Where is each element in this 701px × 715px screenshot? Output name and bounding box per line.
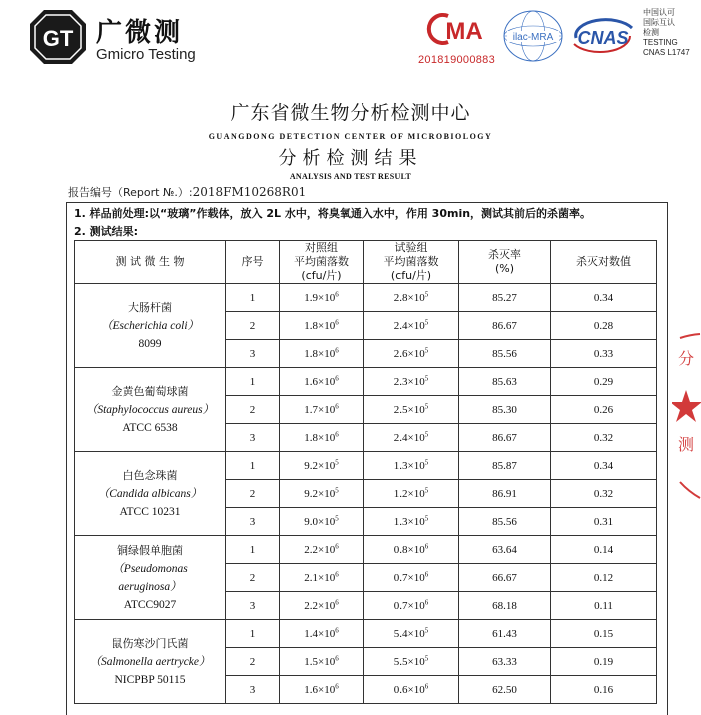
seq-cell: 2 (226, 480, 280, 508)
test-count-base: 0.7×10 (393, 571, 425, 584)
control-count-cell (280, 620, 364, 648)
organism-strain: ATCC 10231 (119, 505, 181, 518)
control-count-cell (280, 676, 364, 704)
seq-cell: 1 (226, 452, 280, 480)
kill-rate-cell: 86.67 (459, 312, 551, 340)
kill-rate-cell: 85.30 (459, 396, 551, 424)
kill-rate-cell: 68.18 (459, 592, 551, 620)
test-count-exp: 5 (424, 429, 429, 438)
test-count-cell (364, 340, 459, 368)
log-reduction-cell: 0.15 (551, 620, 657, 648)
control-count-exp: 6 (335, 373, 339, 382)
test-count-base: 1.3×10 (393, 515, 425, 528)
table-header-row (75, 241, 657, 284)
test-count-base: 5.4×10 (393, 627, 425, 640)
org-title-cn: 广东省微生物分析检测中心 (230, 102, 471, 124)
test-count-cell (364, 620, 459, 648)
test-count-cell (364, 536, 459, 564)
kill-rate-cell: 61.43 (459, 620, 551, 648)
test-count-cell (364, 648, 459, 676)
test-count-exp: 5 (424, 317, 429, 326)
header-kill-line2: (%) (494, 262, 515, 275)
log-reduction-cell: 0.26 (551, 396, 657, 424)
test-count-cell (364, 452, 459, 480)
organism-name-latin-cont: aeruginosa） (118, 580, 182, 593)
cma-logo (420, 12, 494, 46)
results-table (74, 240, 657, 704)
control-count-base: 9.0×10 (304, 515, 336, 528)
logo-letters: GT (42, 26, 74, 51)
log-reduction-cell: 0.16 (551, 676, 657, 704)
log-reduction-cell: 0.34 (551, 284, 657, 312)
organism-name-latin: （Escherichia coli） (100, 319, 200, 332)
log-reduction-cell: 0.28 (551, 312, 657, 340)
control-count-base: 1.6×10 (304, 683, 336, 696)
control-count-exp: 6 (335, 541, 339, 550)
control-count-exp: 6 (335, 429, 339, 438)
control-count-base: 1.7×10 (304, 403, 336, 416)
test-count-base: 0.7×10 (393, 599, 425, 612)
cnas-line: 国际互认 (643, 18, 675, 27)
log-reduction-cell: 0.19 (551, 648, 657, 676)
control-count-exp: 5 (335, 457, 339, 466)
test-count-exp: 5 (424, 457, 429, 466)
control-count-base: 1.5×10 (304, 655, 336, 668)
cnas-mark: CNAS (577, 28, 629, 48)
control-count-cell (280, 480, 364, 508)
test-count-cell (364, 424, 459, 452)
organism-name-cn: 鼠伤寒沙门氏菌 (111, 636, 189, 650)
header-test-line2: 平均菌落数 (383, 255, 439, 268)
control-count-base: 1.8×10 (304, 431, 336, 444)
seq-cell: 1 (226, 536, 280, 564)
control-count-exp: 6 (335, 401, 339, 410)
test-count-base: 2.4×10 (393, 431, 425, 444)
report-number-value: 2018FM10268R01 (192, 185, 307, 199)
test-count-base: 2.3×10 (393, 375, 425, 388)
log-reduction-cell: 0.33 (551, 340, 657, 368)
seal-char: 分 (677, 349, 695, 368)
test-count-cell (364, 480, 459, 508)
note-pretreatment: 1. 样品前处理:以“玻璃”作载体，放入 2L 水中，将臭氧通入水中，作用 30min，测试其前后的杀菌率。 (74, 207, 592, 220)
organism-cell (75, 536, 226, 620)
control-count-base: 2.2×10 (304, 599, 336, 612)
table-row (75, 284, 657, 312)
header-test-line1: 试验组 (394, 241, 428, 254)
seq-cell: 2 (226, 396, 280, 424)
test-count-exp: 6 (424, 541, 429, 550)
log-reduction-cell: 0.32 (551, 424, 657, 452)
control-count-base: 2.1×10 (304, 571, 336, 584)
test-count-base: 2.8×10 (393, 291, 425, 304)
control-count-exp: 6 (335, 569, 339, 578)
kill-rate-cell: 86.91 (459, 480, 551, 508)
organism-name-latin: （Pseudomonas (112, 562, 188, 575)
test-count-base: 0.8×10 (393, 543, 425, 556)
seal-char: 测 (677, 435, 695, 454)
cnas-line: 检测 (643, 28, 659, 37)
seq-cell: 2 (226, 648, 280, 676)
organism-cell (75, 284, 226, 368)
header-kill-line1: 杀灭率 (488, 248, 521, 261)
test-count-cell (364, 368, 459, 396)
control-count-cell (280, 368, 364, 396)
control-count-cell (280, 592, 364, 620)
test-count-cell (364, 592, 459, 620)
log-reduction-cell: 0.29 (551, 368, 657, 396)
test-count-base: 5.5×10 (393, 655, 425, 668)
brand-name-en: Gmicro Testing (96, 46, 196, 63)
organism-strain: NICPBP 50115 (114, 673, 186, 686)
control-count-cell (280, 536, 364, 564)
header-control-line2: 平均菌落数 (294, 255, 349, 268)
test-count-exp: 5 (424, 625, 429, 634)
control-count-exp: 6 (335, 317, 339, 326)
kill-rate-cell: 86.67 (459, 424, 551, 452)
control-count-exp: 6 (335, 345, 339, 354)
report-number (68, 184, 306, 200)
control-count-base: 1.6×10 (304, 375, 336, 388)
control-count-exp: 6 (335, 289, 339, 298)
organism-name-cn: 大肠杆菌 (128, 300, 172, 314)
test-count-cell (364, 284, 459, 312)
test-count-base: 2.5×10 (393, 403, 425, 416)
test-count-cell (364, 312, 459, 340)
control-count-base: 1.8×10 (304, 319, 336, 332)
organism-cell (75, 368, 226, 452)
test-count-exp: 5 (424, 485, 429, 494)
control-count-cell (280, 340, 364, 368)
control-count-exp: 6 (335, 625, 339, 634)
test-count-exp: 6 (424, 597, 429, 606)
table-row (75, 452, 657, 480)
control-count-cell (280, 424, 364, 452)
kill-rate-cell: 63.64 (459, 536, 551, 564)
seq-cell: 3 (226, 508, 280, 536)
test-count-exp: 5 (424, 373, 429, 382)
control-count-cell (280, 508, 364, 536)
control-count-exp: 5 (335, 513, 339, 522)
seq-cell: 3 (226, 676, 280, 704)
control-count-base: 9.2×10 (304, 487, 336, 500)
test-count-exp: 5 (424, 289, 429, 298)
table-row (75, 368, 657, 396)
test-count-base: 2.6×10 (393, 347, 425, 360)
control-count-exp: 6 (335, 653, 339, 662)
seq-cell: 3 (226, 340, 280, 368)
log-reduction-cell: 0.14 (551, 536, 657, 564)
test-count-exp: 5 (424, 401, 429, 410)
brand-name-cn: 广微测 (96, 18, 184, 48)
organism-name-latin: （Salmonella aertrycke） (89, 655, 211, 668)
control-count-cell (280, 648, 364, 676)
official-seal-fragment (672, 332, 701, 502)
test-count-base: 2.4×10 (393, 319, 425, 332)
result-title-cn: 分析检测结果 (278, 148, 423, 169)
cnas-line: CNAS L1747 (643, 48, 690, 57)
kill-rate-cell: 85.87 (459, 452, 551, 480)
kill-rate-cell: 63.33 (459, 648, 551, 676)
seq-cell: 1 (226, 620, 280, 648)
header-organism: 测 试 微 生 物 (75, 241, 226, 284)
cnas-logo (570, 14, 636, 54)
header-control-line3: (cfu/片) (301, 269, 342, 282)
cma-number: 201819000883 (418, 54, 496, 66)
test-count-cell (364, 396, 459, 424)
header-seq: 序号 (226, 241, 280, 284)
org-title-en: GUANGDONG DETECTION CENTER OF MICROBIOLOGY (208, 132, 493, 141)
seq-cell: 1 (226, 368, 280, 396)
organism-name-cn: 金黄色葡萄球菌 (111, 384, 189, 398)
kill-rate-cell: 66.67 (459, 564, 551, 592)
control-count-cell (280, 396, 364, 424)
header-kill-rate (459, 241, 551, 284)
seq-cell: 2 (226, 564, 280, 592)
test-count-exp: 6 (424, 569, 429, 578)
kill-rate-cell: 85.56 (459, 340, 551, 368)
cnas-accreditation-text (643, 8, 690, 58)
report-number-label: 报告编号（Report №.）: (68, 186, 193, 199)
control-count-exp: 6 (335, 597, 339, 606)
header-control-line1: 对照组 (305, 241, 338, 254)
test-count-cell (364, 564, 459, 592)
kill-rate-cell: 85.56 (459, 508, 551, 536)
control-count-cell (280, 564, 364, 592)
control-count-cell (280, 452, 364, 480)
test-count-cell (364, 676, 459, 704)
test-count-base: 1.3×10 (393, 459, 425, 472)
control-count-base: 1.9×10 (304, 291, 336, 304)
organism-cell (75, 620, 226, 704)
table-body (75, 284, 657, 704)
cnas-line: TESTING (643, 38, 678, 47)
test-count-exp: 5 (424, 513, 429, 522)
control-count-cell (280, 312, 364, 340)
organism-name-cn: 铜绿假单胞菌 (117, 543, 183, 557)
control-count-base: 2.2×10 (304, 543, 336, 556)
header-test-line3: (cfu/片) (390, 269, 432, 282)
ilac-mra-logo (501, 8, 565, 64)
log-reduction-cell: 0.32 (551, 480, 657, 508)
kill-rate-cell: 85.63 (459, 368, 551, 396)
ilac-mark: ilac-MRA (512, 32, 554, 43)
organism-strain: ATCC 6538 (122, 421, 178, 434)
result-title-en: ANALYSIS AND TEST RESULT (289, 172, 412, 181)
test-count-exp: 6 (424, 681, 429, 690)
test-count-exp: 5 (424, 345, 429, 354)
kill-rate-cell: 62.50 (459, 676, 551, 704)
table-row (75, 620, 657, 648)
organism-cell (75, 452, 226, 536)
organism-strain: 8099 (138, 337, 162, 350)
test-count-exp: 5 (424, 653, 429, 662)
control-count-base: 1.4×10 (304, 627, 336, 640)
control-count-exp: 5 (335, 485, 339, 494)
header-control (280, 241, 364, 284)
organism-name-latin: （Candida albicans） (97, 487, 203, 500)
control-count-cell (280, 284, 364, 312)
cma-mark: MA (445, 18, 483, 45)
log-reduction-cell: 0.31 (551, 508, 657, 536)
note-results-heading: 2. 测试结果: (74, 225, 139, 238)
seq-cell: 3 (226, 424, 280, 452)
cnas-line: 中国认可 (643, 8, 675, 17)
test-count-base: 1.2×10 (393, 487, 425, 500)
test-count-base: 0.6×10 (393, 683, 425, 696)
test-count-cell (364, 508, 459, 536)
log-reduction-cell: 0.11 (551, 592, 657, 620)
seq-cell: 1 (226, 284, 280, 312)
control-count-base: 1.8×10 (304, 347, 336, 360)
organism-name-latin: （Staphylococcus aureus） (85, 403, 215, 416)
organism-strain: ATCC9027 (123, 598, 177, 611)
log-reduction-cell: 0.12 (551, 564, 657, 592)
log-reduction-cell: 0.34 (551, 452, 657, 480)
organism-name-cn: 白色念珠菌 (122, 468, 178, 482)
seq-cell: 2 (226, 312, 280, 340)
seq-cell: 3 (226, 592, 280, 620)
header-log-reduction: 杀灭对数值 (551, 241, 657, 284)
control-count-base: 9.2×10 (304, 459, 336, 472)
gt-logo (28, 8, 88, 66)
header-test (364, 241, 459, 284)
table-row (75, 536, 657, 564)
control-count-exp: 6 (335, 681, 339, 690)
kill-rate-cell: 85.27 (459, 284, 551, 312)
